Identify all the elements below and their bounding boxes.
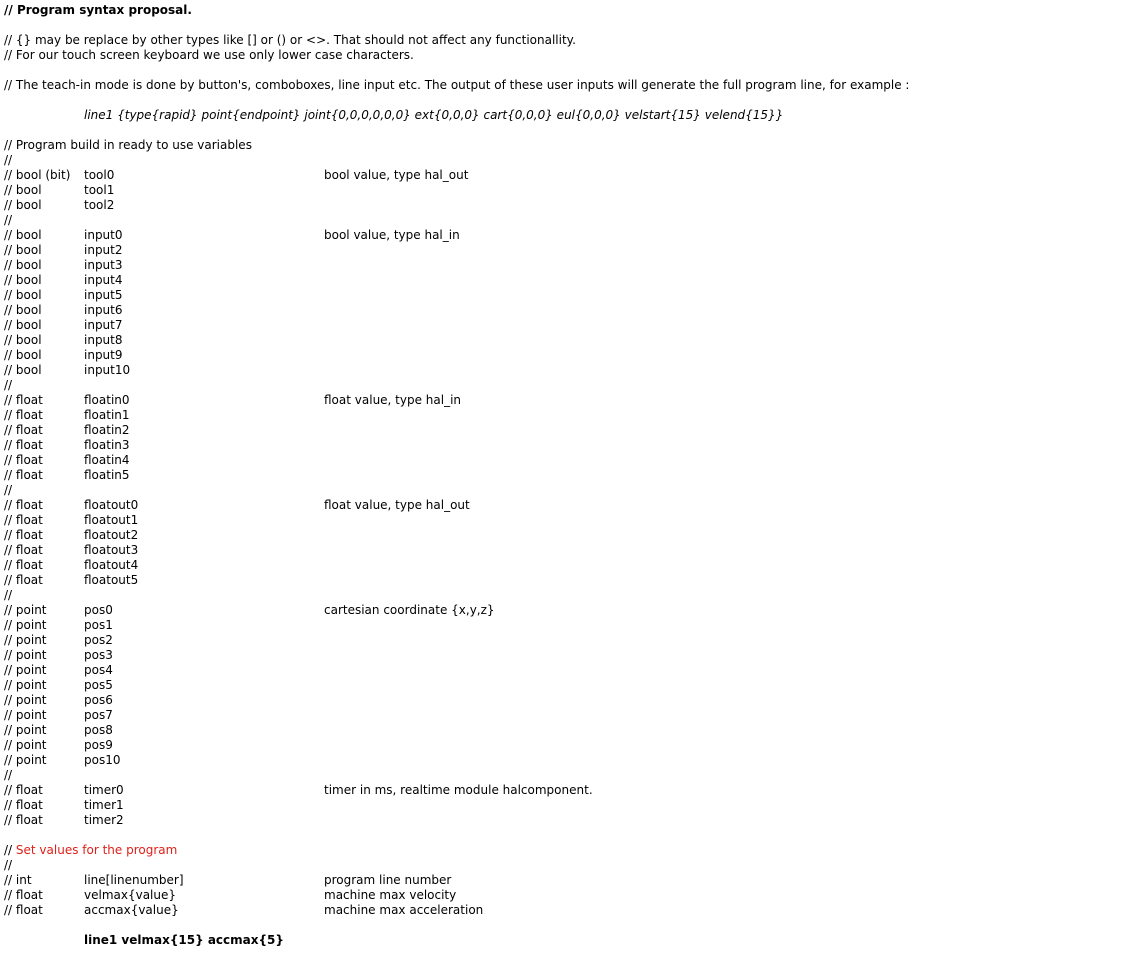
variable-type: // float: [4, 903, 43, 917]
variable-row: [4, 273, 1130, 288]
variable-name: floatin4: [84, 453, 130, 467]
variable-type: // point: [4, 723, 47, 737]
variable-name: floatout4: [84, 558, 139, 572]
blank-line: [4, 18, 1130, 33]
variable-type: // float: [4, 438, 43, 452]
variable-name: pos2: [84, 633, 113, 647]
variable-name: line[linenumber]: [84, 873, 184, 887]
variable-row: [4, 888, 1130, 903]
variable-name: tool1: [84, 183, 115, 197]
variable-type: // float: [4, 558, 43, 572]
variable-type: // bool: [4, 288, 42, 302]
variable-row: [4, 318, 1130, 333]
variable-row: [4, 513, 1130, 528]
set-values-prefix: //: [4, 843, 16, 857]
variable-type: // point: [4, 708, 47, 722]
variable-row: [4, 723, 1130, 738]
variable-name: input8: [84, 333, 123, 347]
variable-type: //: [4, 213, 13, 227]
variable-type: // point: [4, 693, 47, 707]
variable-name: pos10: [84, 753, 121, 767]
variable-type: // bool: [4, 333, 42, 347]
variable-row: [4, 303, 1130, 318]
variable-description: bool value, type hal_in: [324, 228, 460, 242]
variable-description: machine max acceleration: [324, 903, 484, 917]
teach-in-line: // The teach-in mode is done by button's, comboboxes, line input etc. The output of these user inputs will generate the full program line, for example :: [4, 78, 910, 92]
variable-name: timer1: [84, 798, 124, 812]
variable-row: [4, 498, 1130, 513]
variable-row: [4, 378, 1130, 393]
variable-row: [4, 198, 1130, 213]
variable-row: [4, 243, 1130, 258]
variable-type: // bool: [4, 198, 42, 212]
variable-name: input3: [84, 258, 123, 272]
variable-type: // point: [4, 603, 47, 617]
variable-type: // float: [4, 783, 43, 797]
variable-type: // float: [4, 393, 43, 407]
variable-row: [4, 708, 1130, 723]
variable-row: [4, 783, 1130, 798]
variable-name: pos6: [84, 693, 113, 707]
variable-name: floatout1: [84, 513, 139, 527]
variable-row: [4, 363, 1130, 378]
variables-heading: // Program build in ready to use variables: [4, 138, 252, 152]
intro-line: // For our touch screen keyboard we use only lower case characters.: [4, 48, 414, 62]
variable-row: [4, 558, 1130, 573]
variable-type: // bool: [4, 348, 42, 362]
blank-line: [4, 63, 1130, 78]
variable-description: program line number: [324, 873, 452, 887]
variable-type: // float: [4, 513, 43, 527]
separator-line: //: [4, 858, 13, 872]
variable-row: [4, 333, 1130, 348]
variable-row: [4, 543, 1130, 558]
intro-line: // {} may be replace by other types like [] or () or <>. That should not affect any functionallity.: [4, 33, 576, 47]
variable-row: [4, 228, 1130, 243]
variable-name: accmax{value}: [84, 903, 179, 917]
variable-type: // point: [4, 633, 47, 647]
variable-row: [4, 393, 1130, 408]
variable-row: [4, 483, 1130, 498]
variable-name: input6: [84, 303, 123, 317]
variable-name: input7: [84, 318, 123, 332]
variable-description: cartesian coordinate {x,y,z}: [324, 603, 495, 617]
variable-type: // point: [4, 648, 47, 662]
variable-type: // float: [4, 798, 43, 812]
variable-row: [4, 588, 1130, 603]
variable-name: floatin2: [84, 423, 130, 437]
blank-line: [4, 93, 1130, 108]
variable-name: input4: [84, 273, 123, 287]
variable-type: //: [4, 768, 13, 782]
variable-type: // float: [4, 528, 43, 542]
variable-description: float value, type hal_out: [324, 498, 470, 512]
variable-name: pos5: [84, 678, 113, 692]
variable-row: [4, 753, 1130, 768]
variable-row: [4, 648, 1130, 663]
variable-type: // float: [4, 408, 43, 422]
variable-type: // point: [4, 663, 47, 677]
variable-row: [4, 573, 1130, 588]
doc-title: // Program syntax proposal.: [4, 3, 192, 17]
variable-row: [4, 258, 1130, 273]
variable-row: [4, 663, 1130, 678]
variable-row: [4, 633, 1130, 648]
variable-name: pos9: [84, 738, 113, 752]
separator-line: //: [4, 153, 13, 167]
set-example-line: line1 velmax{15} accmax{5}: [84, 933, 284, 947]
variable-row: [4, 603, 1130, 618]
variable-type: // bool: [4, 183, 42, 197]
variable-row: [4, 183, 1130, 198]
variable-row: [4, 423, 1130, 438]
variable-name: floatout0: [84, 498, 139, 512]
variable-type: // bool: [4, 273, 42, 287]
variable-type: // float: [4, 543, 43, 557]
variable-row: [4, 528, 1130, 543]
variable-name: floatin0: [84, 393, 130, 407]
blank-line: [4, 828, 1130, 843]
variable-name: tool2: [84, 198, 115, 212]
variable-name: floatin1: [84, 408, 130, 422]
variable-row: [4, 348, 1130, 363]
variable-type: // float: [4, 888, 43, 902]
variable-type: // float: [4, 468, 43, 482]
variable-row: [4, 693, 1130, 708]
blank-line: [4, 918, 1130, 933]
variable-description: machine max velocity: [324, 888, 457, 902]
variable-row: [4, 768, 1130, 783]
variable-type: // point: [4, 618, 47, 632]
variable-type: //: [4, 378, 13, 392]
variable-type: // point: [4, 753, 47, 767]
variable-row: [4, 873, 1130, 888]
variable-row: [4, 738, 1130, 753]
variable-description: timer in ms, realtime module halcomponent.: [324, 783, 593, 797]
variable-name: input5: [84, 288, 123, 302]
variable-name: pos0: [84, 603, 113, 617]
variable-name: input10: [84, 363, 131, 377]
variable-row: [4, 798, 1130, 813]
variable-name: pos1: [84, 618, 113, 632]
variable-row: [4, 453, 1130, 468]
variable-type: // bool: [4, 228, 42, 242]
set-values-heading: [4, 843, 1130, 858]
variable-type: // float: [4, 573, 43, 587]
variables-table: [4, 168, 1130, 828]
variable-name: velmax{value}: [84, 888, 177, 902]
variable-name: floatout3: [84, 543, 139, 557]
blank-line: [4, 123, 1130, 138]
variable-type: // float: [4, 453, 43, 467]
variable-name: input0: [84, 228, 123, 242]
variable-type: // float: [4, 498, 43, 512]
variable-row: [4, 678, 1130, 693]
variable-name: tool0: [84, 168, 115, 182]
variable-type: // int: [4, 873, 32, 887]
set-values-title: Set values for the program: [15, 843, 178, 857]
variable-type: // bool: [4, 243, 42, 257]
example-program-line: line1 {type{rapid} point{endpoint} joint{0,0,0,0,0,0} ext{0,0,0} cart{0,0,0} eul{0,0,0} velstart{15} velend{15}}: [84, 108, 784, 122]
variable-description: float value, type hal_in: [324, 393, 462, 407]
set-variables-table: [4, 873, 1130, 918]
variable-description: bool value, type hal_out: [324, 168, 469, 182]
variable-type: //: [4, 483, 13, 497]
variable-row: [4, 168, 1130, 183]
variable-row: [4, 438, 1130, 453]
variable-row: [4, 213, 1130, 228]
variable-name: pos3: [84, 648, 113, 662]
variable-name: pos7: [84, 708, 113, 722]
variable-type: // bool: [4, 318, 42, 332]
variable-row: [4, 903, 1130, 918]
variable-row: [4, 408, 1130, 423]
variable-row: [4, 813, 1130, 828]
variable-row: [4, 288, 1130, 303]
variable-type: // bool (bit): [4, 168, 71, 182]
variable-type: // point: [4, 738, 47, 752]
variable-type: // float: [4, 813, 43, 827]
variable-name: floatout2: [84, 528, 139, 542]
variable-type: // bool: [4, 258, 42, 272]
variable-name: timer0: [84, 783, 124, 797]
variable-name: floatin3: [84, 438, 130, 452]
variable-name: floatin5: [84, 468, 130, 482]
variable-name: input9: [84, 348, 123, 362]
variable-type: // bool: [4, 303, 42, 317]
variable-type: //: [4, 588, 13, 602]
variable-type: // point: [4, 678, 47, 692]
variable-type: // bool: [4, 363, 42, 377]
variable-type: // float: [4, 423, 43, 437]
variable-name: pos4: [84, 663, 113, 677]
variable-name: input2: [84, 243, 123, 257]
variable-name: timer2: [84, 813, 124, 827]
variable-name: pos8: [84, 723, 113, 737]
variable-name: floatout5: [84, 573, 139, 587]
variable-row: [4, 618, 1130, 633]
variable-row: [4, 468, 1130, 483]
